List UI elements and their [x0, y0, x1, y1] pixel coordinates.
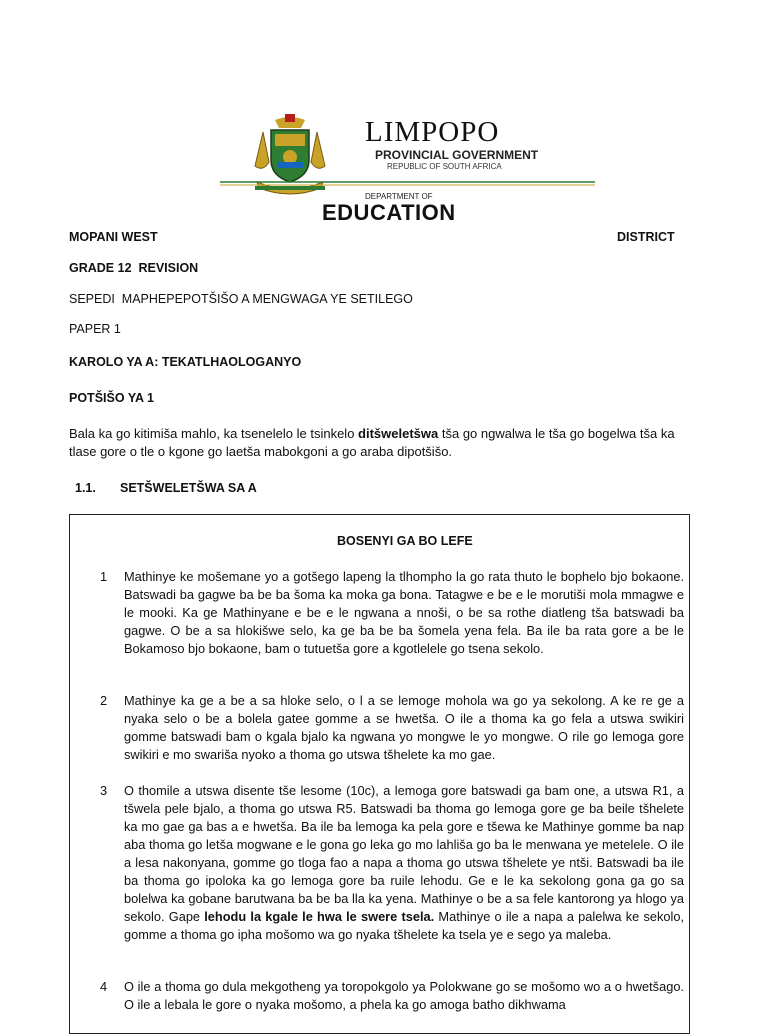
paragraph-number: 3: [100, 783, 108, 798]
paragraph-text-bold: lehodu la kgale le hwa le swere tsela.: [204, 909, 435, 924]
paragraph-number: 2: [100, 693, 108, 708]
grade-label: GRADE 12 REVISION: [69, 261, 199, 275]
paragraph-text-post: Mathinye o ile a napa a palelwa ke sekolo, gomme a thoma go ipha mošomo wa go nyaka tšhelete ka tsela ye e sego ya maleba.: [124, 909, 684, 942]
instructions-pre: Bala ka go kitimiša mahlo, ka tsenelelo le tsinkelo: [69, 426, 359, 441]
instructions-bold: ditšweletšwa: [358, 426, 439, 441]
subsection-number: 1.1.: [75, 481, 96, 495]
logo-country: REPUBLIC OF SOUTH AFRICA: [387, 162, 502, 171]
district-left: MOPANI WEST: [69, 230, 158, 244]
instructions: [69, 425, 691, 461]
paragraph-number: 1: [100, 569, 108, 584]
logo-subtitle: PROVINCIAL GOVERNMENT: [375, 148, 539, 162]
paper-label: PAPER 1: [69, 322, 121, 336]
subject-label: SEPEDI MAPHEPEPOTŠIŠO A MENGWAGA YE SETILEGO: [69, 292, 413, 306]
paragraph-text: Mathinye ke mošemane yo a gotšego lapeng la tlhompho la go rata thuto le bophelo bjo bokaone. Batswadi ba gagwe ba be ba šoma ka moka ga bona. Tatagwe e be e le morutiši mola mmagwe e le mooki. Ka ge Mathinyane e be e le ngwana a nnoši, o be sa rothe diatleng tša batswadi ba gagwe. O be a sa hlokišwe selo, ka ge ba be ba šomela yena fela. Ba ile ba rata gore a be le Bokamoso bjo bokaone, bam o tutuetša gore a kgotlelele go tsena sekolo.: [124, 569, 684, 656]
paragraph-text-pre: O thomile a utswa disente tše lesome (10c), a lemoga gore batswadi ga bam one, a utswa R1, a tšwela pele bjalo, a thoma go utswa R5. Batswadi ba thoma go lemoga gore ge ba beile tšhelete ka mo gae ga bas a e hwetša. Ba ile ba lemoga ka pela gore e tšewa ke Mathinye gomme ba nap aba thoma go letša mogwane e le gona go leka go mo lahliša go ba le menwana ye metelele. O ile a lesa nakonyana, gomme go tloga fao a napa a thoma go utswa tšhelete ye ntši. Batswadi ba ile ba thoma go ipoloka ka go lemoga gore ba ruile lehodu. Ge e le ka sekolong gona ga go sa bolelwa ka gobane barutwana ba be ba lla ka yena. Mathinye o be a sa fele kantorong ya hlogo ya sekolo. Gape: [124, 783, 684, 924]
paragraph-text: O ile a thoma go dula mekgotheng ya toropokgolo ya Polokwane go se mošomo wo a o hwetšago. O ile a lebala le gore o nyaka mošomo, a phela ka go amoga batho dikhwama: [124, 979, 684, 1012]
subsection-title: SETŠWELETŠWA SA A: [120, 481, 257, 495]
logo-dept: DEPARTMENT OF: [365, 192, 433, 201]
logo-education: EDUCATION: [322, 200, 456, 225]
logo-title: LIMPOPO: [365, 116, 500, 148]
district-right: DISTRICT: [617, 230, 675, 244]
department-logo: [215, 112, 605, 227]
paragraph-text: Mathinye ka ge a be a sa hloke selo, o l a se lemoge mohola wa go ya sekolong. A ke re ge a nyaka selo o be a bolela gatee gomme a se hwetša. O ile a thoma ka go fela a utswa swikiri gomme batswadi bam o kgala bjalo ka ngwana yo mongwe le yo mongwe. O rile go lemoga gore swikiri e mo swariša nyoko a thoma go utswa tšhelete ka mo gae.: [124, 693, 684, 762]
passage-title: BOSENYI GA BO LEFE: [337, 534, 473, 548]
section-heading: KAROLO YA A: TEKATLHAOLOGANYO: [69, 355, 302, 369]
paragraph-text: [124, 782, 684, 944]
instructions-post: tša go ngwalwa le tša go bogelwa tša ka tlase gore o tle o kgone go laetša mabokgoni a go araba dipotšišo.: [69, 426, 675, 459]
question-heading: POTŠIŠO YA 1: [69, 391, 154, 405]
paragraph-number: 4: [100, 979, 108, 994]
